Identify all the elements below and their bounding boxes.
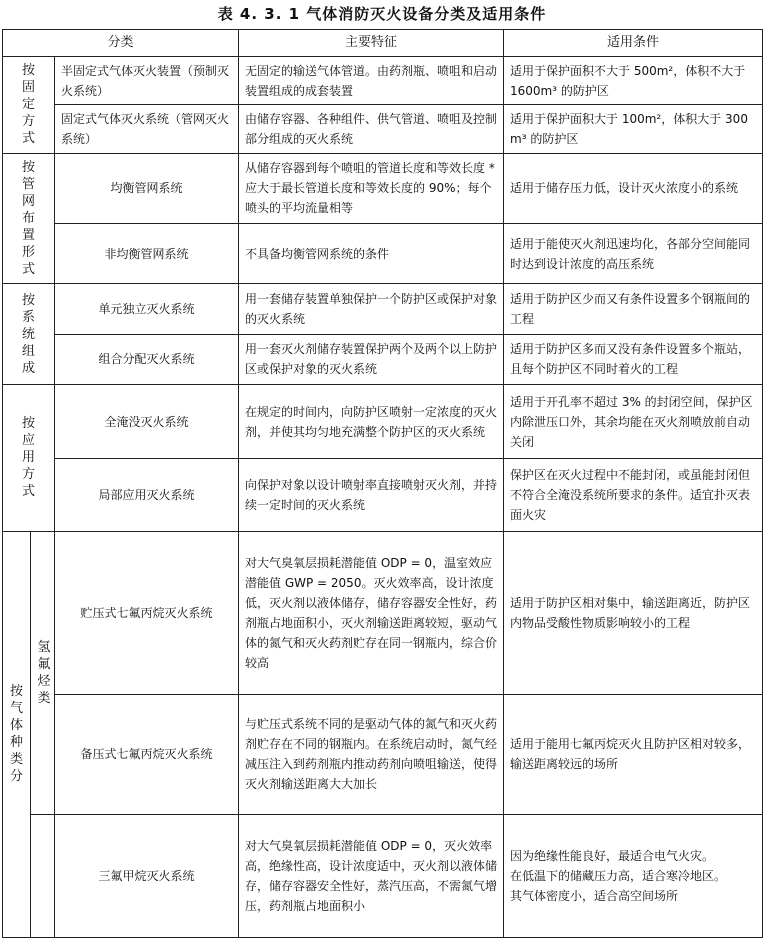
- subgroup-empty: [31, 815, 55, 938]
- group-by-gas: 按气体种类分: [3, 531, 31, 937]
- system-name: 备压式七氟丙烷灭火系统: [55, 694, 239, 815]
- table-row: [3, 459, 763, 531]
- header-category: 分类: [3, 30, 239, 57]
- group-by-fixing: 按固定方式: [3, 57, 55, 154]
- system-conditions: 适用于防护区多而又没有条件设置多个瓶站，且每个防护区不同时着火的工程: [504, 334, 763, 384]
- system-conditions: 适用于开孔率不超过 3% 的封闭空间，保护区内除泄压口外，其余均能在灭火剂喷放前自动关闭: [504, 384, 763, 458]
- system-features: 用一套灭火剂储存装置保护两个及两个以上防护区或保护对象的灭火系统: [239, 334, 504, 384]
- table-row: [3, 384, 763, 458]
- system-features: 不具备均衡管网系统的条件: [239, 224, 504, 284]
- table-row: [3, 57, 763, 105]
- system-features: 在规定的时间内，向防护区喷射一定浓度的灭火剂，并使其均匀地充满整个防护区的灭火系统: [239, 384, 504, 458]
- system-features: 对大气臭氧层损耗潜能值 ODP = 0，温室效应潜能值 GWP = 2050。灭火效率高，设计浓度低，灭火剂以液体储存，储存容器安全性好，药剂瓶占地面积小，灭火剂输送距离较短，驱动气体的氮气和灭火药剂贮存在同一钢瓶内，综合价较高: [239, 531, 504, 694]
- system-name: 全淹没灭火系统: [55, 384, 239, 458]
- table-title: 表 4. 3. 1 气体消防灭火设备分类及适用条件: [217, 5, 547, 23]
- system-conditions: 适用于能使灭火剂迅速均化，各部分空间能同时达到设计浓度的高压系统: [504, 224, 763, 284]
- system-name: 固定式气体灭火系统（管网灭火系统）: [55, 105, 239, 153]
- classification-table: [2, 29, 763, 938]
- subgroup-halocarbon: 氢氟烃类: [31, 531, 55, 815]
- system-conditions: 适用于保护面积不大于 500m²，体积不大于 1600m³ 的防护区: [504, 57, 763, 105]
- table-row: [3, 105, 763, 153]
- condition-line: 在低温下的储藏压力高，适合寒冷地区。: [510, 869, 727, 884]
- table-row: [3, 815, 763, 938]
- condition-line: 其气体密度小，适合高空间场所: [510, 889, 679, 904]
- system-name: 局部应用灭火系统: [55, 459, 239, 531]
- system-name: 均衡管网系统: [55, 153, 239, 223]
- table-row: [3, 334, 763, 384]
- header-features: 主要特征: [239, 30, 504, 57]
- system-conditions: 适用于防护区少而又有条件设置多个钢瓶间的工程: [504, 284, 763, 334]
- system-conditions: 适用于储存压力低，设计灭火浓度小的系统: [504, 153, 763, 223]
- system-features: 向保护对象以设计喷射率直接喷射灭火剂，并持续一定时间的灭火系统: [239, 459, 504, 531]
- system-conditions: 适用于保护面积大于 100m²，体积大于 300m³ 的防护区: [504, 105, 763, 153]
- system-name: 组合分配灭火系统: [55, 334, 239, 384]
- table-row: [3, 284, 763, 334]
- system-features: 由储存容器、各种组件、供气管道、喷咀及控制部分组成的灭火系统: [239, 105, 504, 153]
- header-conditions: 适用条件: [504, 30, 763, 57]
- table-row: [3, 153, 763, 223]
- system-conditions: [504, 815, 763, 938]
- system-name: 三氟甲烷灭火系统: [55, 815, 239, 938]
- group-by-composition: 按系统组成: [3, 284, 55, 385]
- system-features: 与贮压式系统不同的是驱动气体的氮气和灭火药剂贮存在不同的钢瓶内。在系统启动时，氮气经减压注入到药剂瓶内推动药剂向喷咀输送，使得灭火剂输送距离大大加长: [239, 694, 504, 815]
- system-conditions: 适用于防护区相对集中，输送距离近，防护区内物品受酸性物质影响较小的工程: [504, 531, 763, 694]
- group-by-application: 按应用方式: [3, 384, 55, 531]
- system-conditions: 保护区在灭火过程中不能封闭，或虽能封闭但不符合全淹没系统所要求的条件。适宜扑灭表面火灾: [504, 459, 763, 531]
- system-features: 对大气臭氧层损耗潜能值 ODP = 0，灭火效率高，绝缘性高，设计浓度适中，灭火剂以液体储存，储存容器安全性好，蒸汽压高，不需氮气增压，药剂瓶占地面积小: [239, 815, 504, 938]
- system-name: 非均衡管网系统: [55, 224, 239, 284]
- table-row: [3, 224, 763, 284]
- table-row: [3, 694, 763, 815]
- header-row: [3, 30, 763, 57]
- condition-line: 因为绝缘性能良好，最适合电气火灾。: [510, 849, 715, 864]
- table-row: [3, 531, 763, 694]
- system-conditions: 适用于能用七氟丙烷灭火且防护区相对较多，输送距离较远的场所: [504, 694, 763, 815]
- system-features: 用一套储存装置单独保护一个防护区或保护对象的灭火系统: [239, 284, 504, 334]
- system-name: 单元独立灭火系统: [55, 284, 239, 334]
- system-name: 半固定式气体灭火装置（预制灭火系统）: [55, 57, 239, 105]
- system-features: 从储存容器到每个喷咀的管道长度和等效长度 * 应大于最长管道长度和等效长度的 90%；每个喷头的平均流量相等: [239, 153, 504, 223]
- system-features: 无固定的输送气体管道。由药剂瓶、喷咀和启动装置组成的成套装置: [239, 57, 504, 105]
- group-by-pipe: 按管网布置形式: [3, 153, 55, 284]
- system-name: 贮压式七氟丙烷灭火系统: [55, 531, 239, 694]
